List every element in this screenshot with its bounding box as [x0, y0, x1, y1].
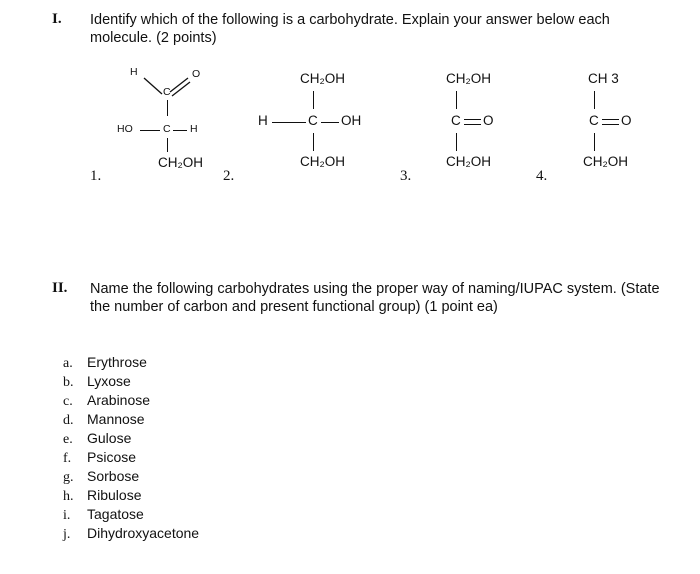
- mol2-mid-right: OH: [341, 113, 362, 128]
- mol2-number: 2.: [223, 168, 235, 184]
- list-item: [63, 354, 147, 373]
- mol3-double-bond-lower: [464, 124, 481, 125]
- list-letter: e.: [63, 432, 73, 447]
- mol1-top-h: H: [130, 66, 138, 78]
- list-name: Tagatose: [87, 506, 144, 522]
- mol4-bond-bottom: [594, 133, 595, 151]
- section-2-question: Name the following carbohydrates using the proper way of naming/IUPAC system. (State the number of carbon and present functional group) (1 point ea): [90, 281, 660, 315]
- mol4-mid-c: C: [589, 113, 599, 128]
- list-letter: j.: [63, 527, 71, 542]
- mol2-top: CH₂OH: [300, 71, 345, 86]
- list-letter: g.: [63, 470, 74, 485]
- mol2-bond-top: [313, 91, 314, 109]
- mol3-bond-bottom: [456, 133, 457, 151]
- mol1-mid-right: H: [190, 123, 198, 135]
- list-item: [63, 430, 131, 449]
- list-name: Lyxose: [87, 373, 131, 389]
- list-item: [63, 487, 141, 506]
- list-letter: a.: [63, 356, 73, 371]
- list-name: Arabinose: [87, 392, 151, 408]
- list-item: [63, 411, 145, 430]
- mol1-bond-bottom: [167, 138, 168, 152]
- mol2-bottom: CH₂OH: [300, 154, 345, 169]
- mol3-number: 3.: [400, 168, 412, 184]
- list-letter: i.: [63, 508, 71, 523]
- list-letter: b.: [63, 375, 74, 390]
- mol4-mid-right: O: [621, 113, 632, 128]
- list-name: Sorbose: [87, 468, 140, 484]
- mol1-bond-left: [140, 130, 160, 131]
- mol3-bottom: CH₂OH: [446, 154, 491, 169]
- list-name: Dihydroxyacetone: [87, 525, 200, 541]
- mol2-mid-left: H: [258, 113, 268, 128]
- list-item: [63, 525, 199, 544]
- list-item: [63, 468, 139, 487]
- list-letter: f.: [63, 451, 72, 466]
- list-letter: d.: [63, 413, 74, 428]
- list-item: [63, 506, 144, 525]
- list-letter: h.: [63, 489, 74, 504]
- mol4-top: CH 3: [588, 71, 619, 86]
- mol3-bond-top: [456, 91, 457, 109]
- list-item: [63, 373, 131, 392]
- list-name: Erythrose: [87, 354, 147, 370]
- mol1-bottom: CH₂OH: [158, 155, 203, 170]
- list-item: [63, 392, 150, 411]
- mol1-number: 1.: [90, 168, 102, 184]
- mol4-double-bond-upper: [602, 119, 619, 120]
- mol3-mid-c: C: [451, 113, 461, 128]
- list-name: Psicose: [87, 449, 137, 465]
- mol4-number: 4.: [536, 168, 548, 184]
- mol1-mid-left: HO: [117, 123, 133, 135]
- mol4-bond-top: [594, 91, 595, 109]
- mol3-double-bond-upper: [464, 119, 481, 120]
- mol1-bond-top: [167, 100, 168, 116]
- mol1-top-c: C: [163, 86, 171, 98]
- mol2-mid-c: C: [308, 113, 318, 128]
- list-name: Ribulose: [87, 487, 142, 503]
- section-1-numeral: I.: [52, 11, 62, 27]
- list-item: [63, 449, 136, 468]
- mol1-top-o: O: [192, 68, 201, 80]
- mol1-bond-right: [173, 130, 187, 131]
- mol1-mid-c: C: [163, 123, 171, 135]
- list-name: Gulose: [87, 430, 132, 446]
- list-name: Mannose: [87, 411, 145, 427]
- section-1-question: Identify which of the following is a carbohydrate. Explain your answer below each molecule. (2 points): [90, 12, 610, 46]
- list-letter: c.: [63, 394, 73, 409]
- mol3-top: CH₂OH: [446, 71, 491, 86]
- mol2-bond-bottom: [313, 133, 314, 151]
- section-2-numeral: II.: [52, 280, 68, 296]
- mol2-bond-left: [272, 122, 306, 123]
- mol4-double-bond-lower: [602, 124, 619, 125]
- mol2-bond-right: [321, 122, 339, 123]
- mol3-mid-right: O: [483, 113, 494, 128]
- mol4-bottom: CH₂OH: [583, 154, 628, 169]
